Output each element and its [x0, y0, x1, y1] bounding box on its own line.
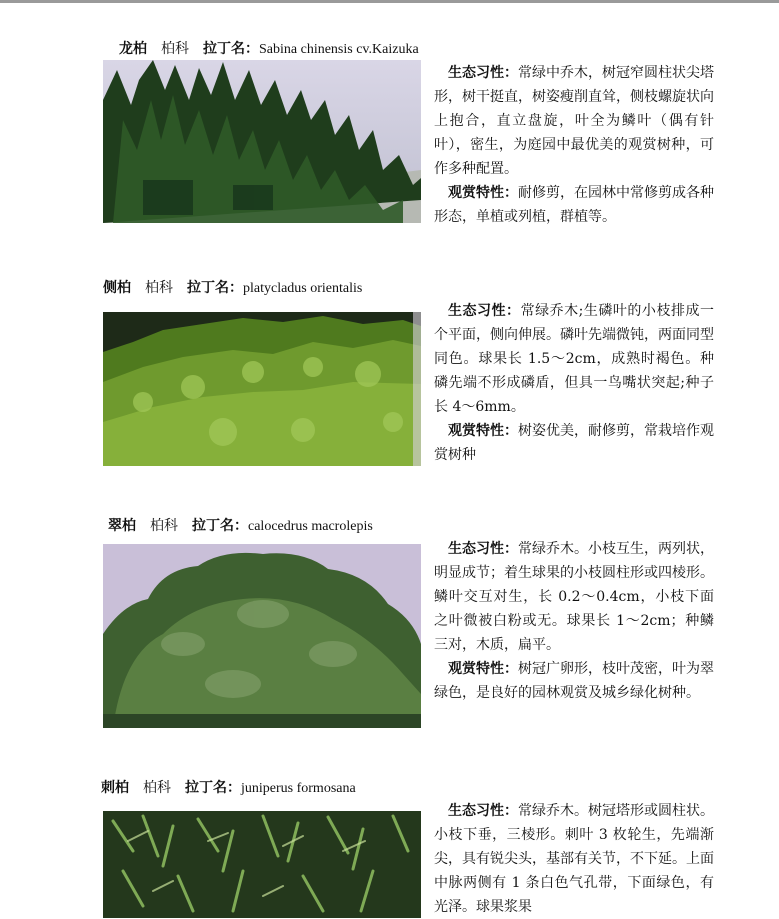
latin-label: 拉丁名：: [187, 280, 243, 296]
description-cuibai: [434, 537, 714, 705]
ecology-text: 常绿中乔木，树冠窄圆柱状尖塔形，树干挺直，树姿瘦削直耸，侧枝螺旋状向上抱合，直立盘旋，叶全为鳞叶（偶有针叶），密生，为庭园中最优美的观赏树种，可作多种配置。: [434, 65, 714, 177]
plant-name: 翠柏: [108, 518, 136, 534]
ecology-label: 生态习性：: [448, 541, 518, 557]
ornamental-paragraph: [434, 657, 714, 705]
ornamental-text: 耐修剪，在园林中常修剪成各种形态，单植或列植，群植等。: [434, 185, 714, 225]
ecology-label: 生态习性：: [448, 803, 518, 819]
latin-name: platycladus orientalis: [243, 281, 363, 296]
plant-name: 刺柏: [101, 780, 129, 796]
ornamental-label: 观赏特性：: [448, 185, 518, 201]
description-cebai: [434, 299, 714, 467]
plant-family: 柏科: [145, 280, 173, 296]
latin-label: 拉丁名：: [192, 518, 248, 534]
ecology-paragraph: [434, 61, 714, 181]
ecology-label: 生态习性：: [448, 303, 521, 319]
ornamental-label: 观赏特性：: [448, 661, 518, 677]
description-cibai: [434, 799, 714, 919]
plant-name: 龙柏: [119, 41, 147, 57]
photo-cebai: [103, 312, 421, 466]
plant-name: 侧柏: [103, 280, 131, 296]
entry-heading-cebai: [103, 279, 362, 298]
entry-heading-cibai: [101, 779, 356, 798]
ecology-text: 常绿乔木。小枝互生，两列状，明显成节；着生球果的小枝圆柱形或四棱形。鳞叶交互对生，长 0.2～0.4cm，小枝下面之叶微被白粉或无。球果长 1～2cm；种鳞三对，木质，扁平。: [434, 541, 714, 653]
latin-name: Sabina chinensis cv.Kaizuka: [259, 42, 419, 57]
ecology-text: 常绿乔木;生磷叶的小枝排成一个平面，侧向伸展。磷叶先端微钝，两面同型同色。球果长 1.5～2cm，成熟时褐色。种磷先端不形成磷盾，但具一鸟嘴状突起;种子长 4～6mm。: [434, 303, 714, 415]
plant-family: 柏科: [143, 780, 171, 796]
photo-cuibai: [103, 544, 421, 728]
entry-heading-longbai: [119, 40, 419, 59]
ornamental-paragraph: [434, 181, 714, 229]
plant-family: 柏科: [161, 41, 189, 57]
photo-longbai: [103, 60, 421, 223]
ornamental-text: 树姿优美，耐修剪，常栽培作观赏树种: [434, 423, 714, 463]
ornamental-paragraph: [434, 419, 714, 467]
latin-name: calocedrus macrolepis: [248, 519, 373, 534]
latin-name: juniperus formosana: [241, 781, 356, 796]
latin-label: 拉丁名：: [203, 41, 259, 57]
ecology-label: 生态习性：: [448, 65, 518, 81]
entry-heading-cuibai: [108, 517, 373, 536]
ornamental-text: 树冠广卵形，枝叶茂密，叶为翠绿色，是良好的园林观赏及城乡绿化树种。: [434, 661, 714, 701]
plant-family: 柏科: [150, 518, 178, 534]
ecology-paragraph: [434, 299, 714, 419]
ecology-text: 常绿乔木。树冠塔形或圆柱状。小枝下垂，三棱形。刺叶 3 枚轮生，先端渐尖，具有锐尖头，基部有关节，不下延。上面中脉两侧有 1 条白色气孔带，下面绿色，有光泽。球果浆果: [434, 803, 714, 915]
description-longbai: [434, 61, 714, 229]
ecology-paragraph: [434, 799, 714, 919]
photo-cibai: [103, 811, 421, 918]
ecology-paragraph: [434, 537, 714, 657]
top-rule: [0, 0, 779, 3]
latin-label: 拉丁名：: [185, 780, 241, 796]
ornamental-label: 观赏特性：: [448, 423, 518, 439]
